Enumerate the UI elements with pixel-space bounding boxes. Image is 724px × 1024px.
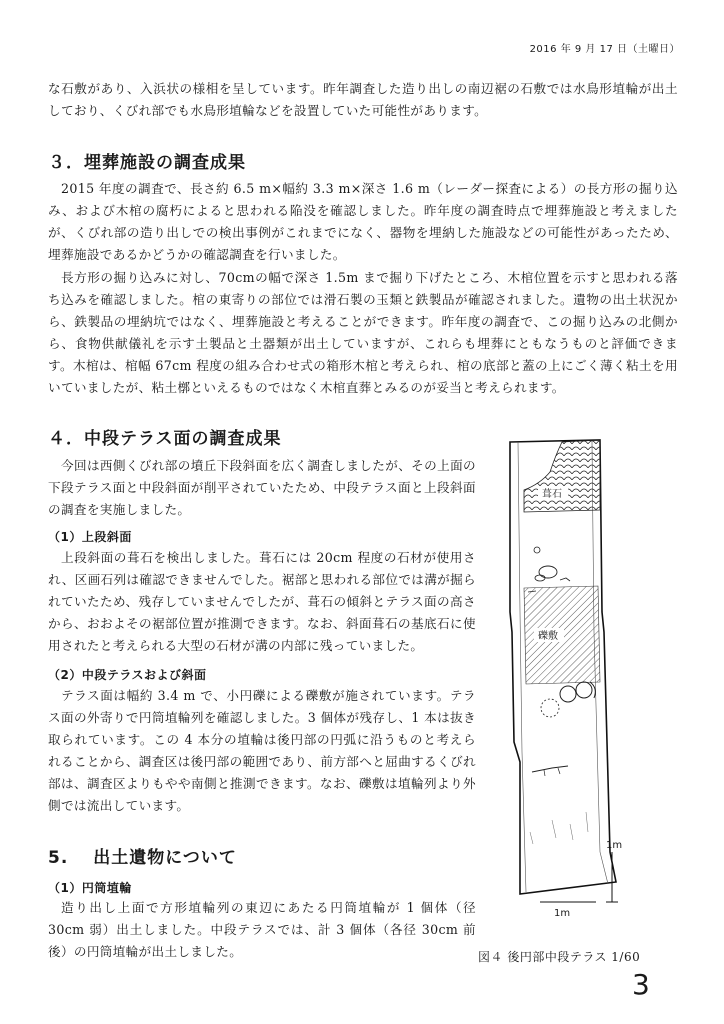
section-4-sub-1-heading: （1）上段斜面: [48, 530, 132, 544]
section-4-sub-2-text: テラス面は幅約 3.4 m で、小円礫による礫敷が施されています。テラス面の外寄りで円筒埴輪列を確認しました。3 個体が残存し、1 本は抜き取られています。この 4 本分の埴輪は後円部の円弧に沿うものと考えられることから、調査区は後円部の範囲であり、前方部へと屈曲するくびれ部は、調査区よりもやや南側と推測できます。なお、礫敷は埴輪列より外側では流出しています。: [48, 688, 476, 813]
stone: [539, 566, 557, 578]
label-rekishiki: 礫敷: [538, 631, 558, 642]
section-5-sub-1-text: 造り出し上面で方形埴輪列の東辺にあたる円筒埴輪が 1 個体（径 30cm 弱）出土しました。中段テラスでは、計 3 個体（各径 30cm 前後）の円筒埴輪が出土しました。: [48, 900, 476, 959]
section-5-heading: 5. 出土遺物について: [48, 848, 237, 868]
section-4-heading: ４．中段テラス面の調査成果: [48, 429, 282, 449]
stone: [534, 547, 540, 553]
page-date: 2016 年 9 月 17 日（土曜日）: [529, 44, 680, 55]
section-4-sub-1-text: 上段斜面の葺石を検出しました。葺石には 20cm 程度の石材が使用され、区画石列は確認できませんでした。裾部と思われる部位では溝が掘られていたため、残存していませんでしたが、葺石の傾斜とテラス面の高さから、おおよその裾部位置が推測できます。なお、斜面葺石の基底石に使用されたと考えられる大型の石材が溝の内部に残っていました。: [48, 550, 476, 653]
haniwa-2: [576, 682, 592, 698]
excavation-plan-drawing: [500, 432, 640, 932]
section-4-sub-2-heading: （2）中段テラスおよび斜面: [48, 668, 207, 682]
figure-4-caption: 図４ 後円部中段テラス 1/60: [478, 950, 641, 964]
stone: [535, 575, 545, 581]
page-number: 3: [632, 968, 650, 1001]
faint-lines: [530, 812, 588, 844]
intro-paragraph: な石敷があり、入浜状の様相を呈しています。昨年調査した造り出しの南辺裾の石敷では水鳥形埴輪が出土しており、くびれ部でも水鳥形埴輪などを設置していた可能性があります。: [48, 81, 678, 118]
figure-4-plan: [500, 432, 640, 936]
section-4-paragraph-1: 今回は西側くびれ部の墳丘下段斜面を広く調査しましたが、その上面の下段テラス面と中段斜面が削平されていたため、中段テラス面と上段斜面の調査を実施しました。: [48, 458, 476, 517]
section-5-sub-1-heading: （1）円筒埴輪: [48, 881, 132, 895]
haniwa-3: [590, 682, 595, 698]
section-3-paragraph-2: 長方形の掘り込みに対し、70cmの幅で深さ 1.5m まで掘り下げたところ、木棺位置を示すと思われる落ち込みを確認しました。棺の東寄りの部位では滑石製の玉類と鉄製品が確認されました。遺物の出土状況から、鉄製品の埋納坑ではなく、埋葬施設と考えることができます。昨年度の調査で、この掘り込みの北側から、食物供献儀礼を示す土製品と土器類が出土していますが、これらも埋葬にともなうものと評価できます。木棺は、棺幅 67cm 程度の組み合わせ式の箱形木棺と考えられ、棺の底部と蓋の上にごく薄く粘土を用いていましたが、粘土槨といえるものではなく木棺直葬とみるのが妥当と考えられます。: [48, 270, 678, 395]
haniwa-1: [560, 686, 576, 702]
label-scale-horizontal: 1m: [554, 908, 571, 919]
stone-fragment: [560, 578, 570, 581]
label-fukiishi: 葺石: [542, 489, 562, 500]
groove-line: [532, 766, 568, 772]
fukiishi-area: [524, 440, 600, 512]
section-3-paragraph-1: 2015 年度の調査で、長さ約 6.5 m×幅約 3.3 m×深さ 1.6 m（レーダー探査による）の長方形の掘り込み、および木棺の腐朽によると思われる陥没を確認しました。昨年度の調査時点で埋葬施設と考えましたが、くびれ部の造り出しでの検出事例がこれまでになく、器物を埋納した施設などの可能性があったため、埋葬施設であるかどうかの確認調査を行いました。: [48, 181, 678, 262]
section-3-heading: ３．埋葬施設の調査成果: [48, 153, 246, 173]
label-scale-vertical: 1m: [606, 840, 623, 851]
haniwa-removed: [541, 699, 559, 717]
